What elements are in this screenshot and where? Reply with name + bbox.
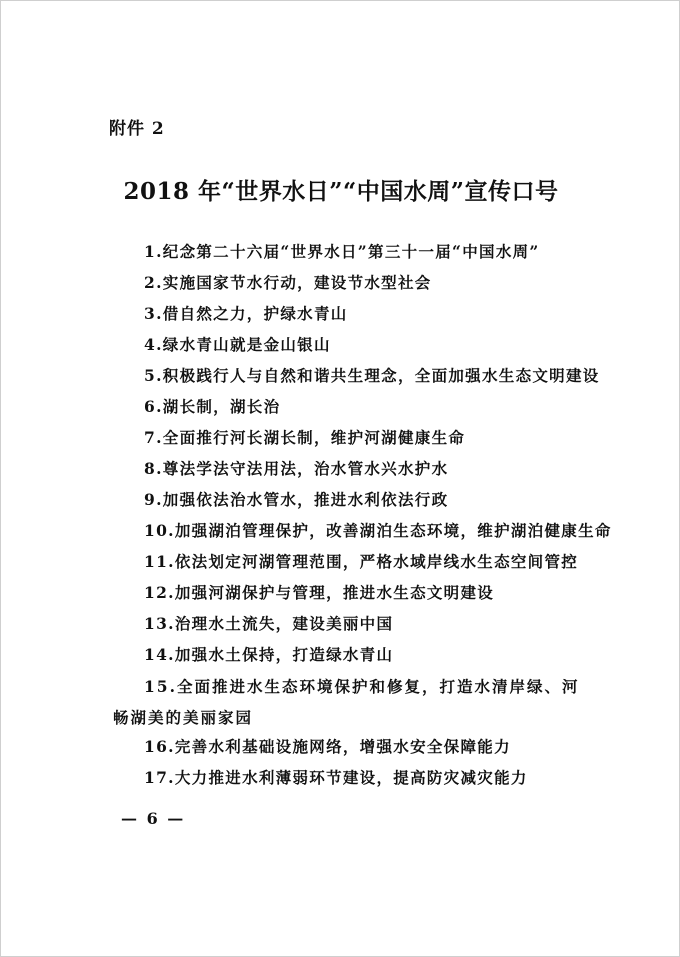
slogan-item-11: 11.依法划定河湖管理范围，严格水域岸线水生态空间管控 — [144, 552, 579, 571]
slogan-item-12: 12.加强河湖保护与管理，推进水生态文明建设 — [144, 583, 495, 602]
slogan-item-2: 2.实施国家节水行动，建设节水型社会 — [144, 273, 432, 292]
slogan-item-5: 5.积极践行人与自然和谐共生理念，全面加强水生态文明建设 — [144, 366, 600, 385]
slogan-item-14: 14.加强水土保持，打造绿水青山 — [144, 645, 394, 664]
slogan-item-7: 7.全面推行河长湖长制，维护河湖健康生命 — [144, 428, 466, 447]
slogan-item-6: 6.湖长制，湖长治 — [144, 397, 281, 416]
slogan-list — [113, 241, 612, 798]
slogan-item-16: 16.完善水利基础设施网络，增强水安全保障能力 — [144, 737, 511, 756]
document-title: 2018 年“世界水日”“中国水周”宣传口号 — [123, 178, 559, 205]
slogan-item-17: 17.大力推进水利薄弱环节建设，提高防灾减灾能力 — [144, 768, 528, 787]
slogan-item-8: 8.尊法学法守法用法，治水管水兴水护水 — [144, 459, 449, 478]
page-number: — 6 — — [121, 809, 186, 828]
slogan-item-1: 1.纪念第二十六届“世界水日”第三十一届“中国水周” — [144, 242, 540, 261]
slogan-item-4: 4.绿水青山就是金山银山 — [144, 335, 331, 354]
slogan-item-3: 3.借自然之力，护绿水青山 — [144, 304, 348, 323]
slogan-item-10: 10.加强湖泊管理保护，改善湖泊生态环境，维护湖泊健康生命 — [144, 521, 612, 540]
slogan-item-9: 9.加强依法治水管水，推进水利依法行政 — [144, 490, 449, 509]
slogan-item-13: 13.治理水土流失，建设美丽中国 — [144, 614, 394, 633]
attachment-label: 附件 2 — [109, 119, 165, 139]
slogan-item-15: 15.全面推进水生态环境保护和修复，打造水清岸绿、河畅湖美的美丽家园 — [113, 677, 580, 727]
